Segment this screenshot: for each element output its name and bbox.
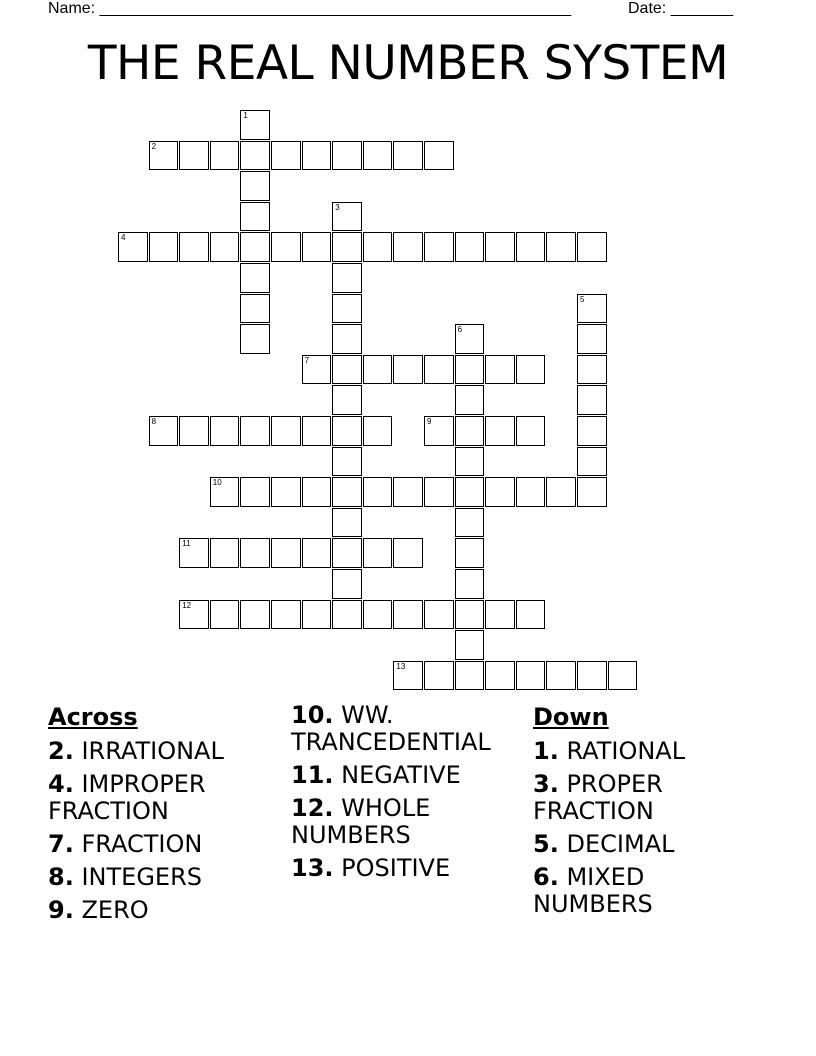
grid-cell[interactable]: [485, 477, 515, 507]
grid-cell[interactable]: [332, 141, 362, 171]
clue-item-number: 12.: [291, 794, 334, 822]
grid-cell[interactable]: [455, 538, 485, 568]
grid-cell[interactable]: [424, 477, 454, 507]
grid-cell[interactable]: [179, 232, 209, 262]
clue-item: [48, 831, 278, 858]
grid-cell[interactable]: [302, 538, 332, 568]
grid-cell[interactable]: [455, 508, 485, 538]
grid-cell[interactable]: [424, 600, 454, 630]
grid-cell[interactable]: [516, 661, 546, 691]
clue-number: 13: [396, 661, 406, 671]
clue-item-number: 1.: [533, 737, 559, 765]
grid-cell[interactable]: [608, 661, 638, 691]
grid-cell[interactable]: [455, 324, 485, 354]
grid-cell[interactable]: [485, 661, 515, 691]
clue-item-text: WW. TRANCEDENTIAL: [291, 701, 491, 756]
clue-item-text: RATIONAL: [558, 737, 686, 765]
grid-cell[interactable]: [240, 538, 270, 568]
grid-cell[interactable]: [271, 416, 301, 446]
grid-cell[interactable]: [332, 263, 362, 293]
grid-cell[interactable]: [363, 355, 393, 385]
grid-cell[interactable]: [149, 232, 179, 262]
grid-cell[interactable]: [240, 202, 270, 232]
grid-cell[interactable]: [455, 385, 485, 415]
clue-item-text: INTEGERS: [73, 863, 202, 891]
grid-cell[interactable]: [455, 232, 485, 262]
grid-cell[interactable]: [302, 477, 332, 507]
page-title: THE REAL NUMBER SYSTEM: [87, 36, 729, 91]
grid-cell[interactable]: [240, 263, 270, 293]
grid-cell[interactable]: [577, 385, 607, 415]
grid-cell[interactable]: [577, 294, 607, 324]
grid-cell[interactable]: [363, 232, 393, 262]
grid-cell[interactable]: [271, 141, 301, 171]
grid-cell[interactable]: [455, 661, 485, 691]
grid-cell[interactable]: [424, 232, 454, 262]
grid-cell[interactable]: [577, 416, 607, 446]
grid-cell[interactable]: [240, 600, 270, 630]
grid-cell[interactable]: [332, 508, 362, 538]
clue-item: [533, 864, 763, 918]
clue-item-number: 6.: [533, 863, 559, 891]
clue-number: 6: [457, 325, 463, 335]
clue-item-number: 13.: [291, 854, 334, 882]
grid-cell[interactable]: [210, 600, 240, 630]
clue-item: [291, 762, 511, 789]
grid-cell[interactable]: [271, 232, 301, 262]
grid-cell[interactable]: [424, 661, 454, 691]
grid-cell[interactable]: [485, 355, 515, 385]
down-clues-column: [533, 702, 763, 924]
grid-cell[interactable]: [302, 232, 332, 262]
grid-cell[interactable]: [271, 600, 301, 630]
grid-cell[interactable]: [424, 355, 454, 385]
grid-cell[interactable]: [240, 416, 270, 446]
clue-item-text: WHOLE NUMBERS: [291, 794, 431, 849]
grid-cell[interactable]: [179, 416, 209, 446]
grid-cell[interactable]: [363, 416, 393, 446]
grid-cell[interactable]: [516, 416, 546, 446]
grid-cell[interactable]: [271, 477, 301, 507]
clue-item-text: FRACTION: [73, 830, 203, 858]
grid-cell[interactable]: [302, 141, 332, 171]
grid-cell[interactable]: [577, 661, 607, 691]
clue-item: [533, 771, 763, 825]
clue-number: 5: [580, 294, 585, 304]
grid-cell[interactable]: [332, 202, 362, 232]
grid-cell[interactable]: [455, 447, 485, 477]
grid-cell[interactable]: [455, 355, 485, 385]
grid-cell[interactable]: [179, 600, 209, 630]
grid-cell[interactable]: [332, 324, 362, 354]
grid-cell[interactable]: [577, 232, 607, 262]
clue-number: 2: [151, 141, 157, 151]
grid-cell[interactable]: [393, 141, 423, 171]
down-heading: Down: [533, 703, 609, 731]
grid-cell[interactable]: [118, 232, 148, 262]
grid-cell[interactable]: [302, 355, 332, 385]
clue-item-text: ZERO: [73, 896, 149, 924]
clue-number: 12: [182, 600, 192, 610]
grid-cell[interactable]: [332, 232, 362, 262]
grid-cell[interactable]: [455, 477, 485, 507]
grid-cell[interactable]: [332, 447, 362, 477]
grid-cell[interactable]: [332, 416, 362, 446]
grid-cell[interactable]: [363, 141, 393, 171]
clue-item-text: DECIMAL: [558, 830, 675, 858]
clue-item-text: IMPROPER FRACTION: [48, 770, 206, 825]
clue-item: [48, 897, 278, 924]
grid-cell[interactable]: [546, 661, 576, 691]
clue-item: [533, 831, 763, 858]
grid-cell[interactable]: [240, 171, 270, 201]
grid-cell[interactable]: [485, 416, 515, 446]
grid-cell[interactable]: [240, 324, 270, 354]
grid-cell[interactable]: [455, 416, 485, 446]
clue-item-number: 3.: [533, 770, 559, 798]
clue-item: [291, 702, 511, 756]
grid-cell[interactable]: [363, 477, 393, 507]
clue-item-number: 11.: [291, 761, 334, 789]
grid-cell[interactable]: [210, 141, 240, 171]
clue-item: [48, 771, 278, 825]
clue-item: [48, 738, 278, 765]
grid-cell[interactable]: [332, 600, 362, 630]
clue-number: 9: [427, 417, 432, 426]
clue-item-text: NEGATIVE: [333, 761, 461, 789]
grid-cell[interactable]: [240, 232, 270, 262]
clue-item-text: IRRATIONAL: [73, 737, 224, 765]
grid-cell[interactable]: [210, 477, 240, 507]
across-clues-column-2: [291, 702, 511, 888]
grid-cell[interactable]: [546, 232, 576, 262]
grid-cell[interactable]: [424, 141, 454, 171]
clue-item: [533, 738, 763, 765]
clue-item-text: PROPER FRACTION: [533, 770, 663, 825]
grid-cell[interactable]: [332, 569, 362, 599]
grid-cell[interactable]: [210, 538, 240, 568]
grid-cell[interactable]: [393, 477, 423, 507]
clue-item-number: 8.: [48, 863, 74, 891]
grid-cell[interactable]: [210, 416, 240, 446]
grid-cell[interactable]: [271, 538, 301, 568]
across-clues-column: [48, 702, 278, 930]
grid-cell[interactable]: [332, 385, 362, 415]
grid-cell[interactable]: [516, 232, 546, 262]
grid-cell[interactable]: [179, 141, 209, 171]
clue-item-number: 7.: [48, 830, 74, 858]
clue-number: 1: [243, 111, 248, 120]
grid-cell[interactable]: [149, 141, 179, 171]
clue-item-number: 2.: [48, 737, 74, 765]
grid-cell[interactable]: [516, 355, 546, 385]
grid-cell[interactable]: [302, 600, 332, 630]
clue-item-number: 9.: [48, 896, 74, 924]
grid-cell[interactable]: [179, 538, 209, 568]
grid-cell[interactable]: [149, 416, 179, 446]
grid-cell[interactable]: [210, 232, 240, 262]
grid-cell[interactable]: [332, 477, 362, 507]
grid-cell[interactable]: [363, 538, 393, 568]
across-heading: Across: [48, 703, 138, 731]
clue-item-number: 4.: [48, 770, 74, 798]
grid-cell[interactable]: [393, 538, 423, 568]
grid-cell[interactable]: [240, 294, 270, 324]
grid-cell[interactable]: [332, 294, 362, 324]
grid-cell[interactable]: [393, 661, 423, 691]
grid-cell[interactable]: [393, 355, 423, 385]
grid-cell[interactable]: [302, 416, 332, 446]
grid-cell[interactable]: [546, 477, 576, 507]
grid-cell[interactable]: [455, 569, 485, 599]
grid-cell[interactable]: [332, 538, 362, 568]
date-field[interactable]: Date: _______: [628, 0, 733, 17]
grid-cell[interactable]: [577, 324, 607, 354]
clue-number: 7: [304, 355, 310, 365]
grid-cell[interactable]: [240, 141, 270, 171]
clue-item-number: 10.: [291, 701, 334, 729]
clue-number: 3: [335, 202, 340, 212]
clue-number: 11: [182, 539, 191, 549]
grid-cell[interactable]: [240, 477, 270, 507]
grid-cell[interactable]: [577, 447, 607, 477]
grid-cell[interactable]: [455, 600, 485, 630]
clue-item-text: POSITIVE: [333, 854, 451, 882]
grid-cell[interactable]: [393, 232, 423, 262]
grid-cell[interactable]: [577, 355, 607, 385]
grid-cell[interactable]: [363, 600, 393, 630]
grid-cell[interactable]: [332, 355, 362, 385]
grid-cell[interactable]: [240, 110, 270, 140]
clue-number: 10: [212, 478, 222, 488]
grid-cell[interactable]: [577, 477, 607, 507]
grid-cell[interactable]: [393, 600, 423, 630]
grid-cell[interactable]: [455, 630, 485, 660]
grid-cell[interactable]: [516, 477, 546, 507]
grid-cell[interactable]: [485, 600, 515, 630]
grid-cell[interactable]: [516, 600, 546, 630]
name-field[interactable]: Name: _____________________________________________________: [48, 0, 572, 17]
clue-item: [291, 795, 511, 849]
clue-item-text: MIXED NUMBERS: [533, 863, 653, 918]
clue-item: [291, 855, 511, 882]
clue-number: 8: [151, 417, 157, 426]
clue-number: 4: [121, 233, 126, 243]
grid-cell[interactable]: [485, 232, 515, 262]
clue-item: [48, 864, 278, 891]
clue-item-number: 5.: [533, 830, 559, 858]
grid-cell[interactable]: [424, 416, 454, 446]
